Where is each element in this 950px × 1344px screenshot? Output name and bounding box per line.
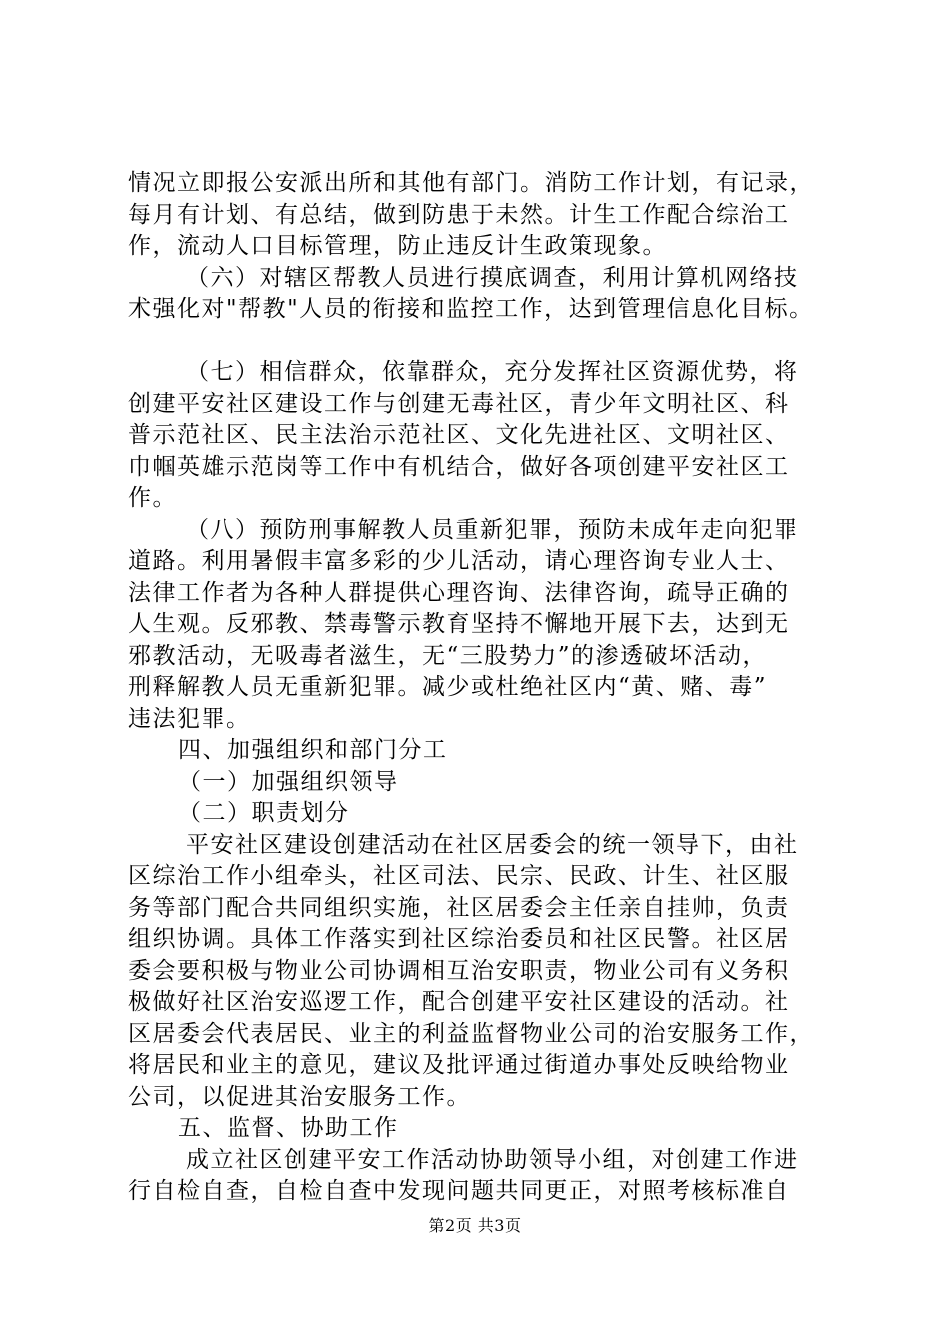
text-line: 每月有计划、有总结，做到防患于未然。计生工作配合综治工	[128, 201, 790, 228]
text-line: 作，流动人口目标管理，防止违反计生政策现象。	[128, 233, 667, 259]
text-line: 术强化对"帮教"人员的衔接和监控工作，达到管理信息化目标。	[128, 296, 814, 322]
text-line: 刑释解教人员无重新犯罪。减少或杜绝社区内“黄、赌、毒”	[128, 674, 768, 700]
text-line: 极做好社区治安巡逻工作，配合创建平安社区建设的活动。社	[128, 989, 790, 1015]
text-line: 公司，以促进其治安服务工作。	[128, 1083, 471, 1110]
section-heading: 五、监督、协助工作	[178, 1115, 399, 1141]
paragraph-start-line: （六）对辖区帮教人员进行摸底调查，利用计算机网络技	[186, 264, 799, 291]
text-line: 违法犯罪。	[128, 705, 251, 732]
blank-line	[128, 326, 840, 358]
text-line: 道路。利用暑假丰富多彩的少儿活动，请心理咨询专业人士、	[128, 548, 790, 574]
text-line: 人生观。反邪教、禁毒警示教育坚持不懈地开展下去，达到无	[128, 611, 790, 637]
text-line: 法律工作者为各种人群提供心理咨询、法律咨询，疏导正确的	[128, 579, 790, 606]
text-line: 作。	[128, 485, 177, 511]
text-line: 区居委会代表居民、业主的利益监督物业公司的治安服务工作，	[128, 1020, 814, 1047]
page-footer: 第2页 共3页	[428, 1216, 522, 1235]
paragraph-start-line: （七）相信群众，依靠群众，充分发挥社区资源优势，将	[186, 359, 799, 385]
text-line: 组织协调。具体工作落实到社区综治委员和社区民警。社区居	[128, 926, 790, 952]
text-line: 区综治工作小组牵头，社区司法、民宗、民政、计生、社区服	[128, 863, 790, 889]
document-body	[128, 168, 840, 1208]
text-line: 普示范社区、民主法治示范社区、文化先进社区、文明社区、	[128, 422, 790, 448]
text-line: 创建平安社区建设工作与创建无毒社区，青少年文明社区、科	[128, 390, 790, 417]
text-line: 将居民和业主的意见，建议及批评通过街道办事处反映给物业	[128, 1052, 790, 1078]
text-line: 委会要积极与物业公司协调相互治安职责，物业公司有义务积	[128, 957, 790, 984]
subsection-heading: （一）加强组织领导	[178, 768, 399, 795]
paragraph-start-line: （八）预防刑事解教人员重新犯罪，预防未成年走向犯罪	[186, 516, 799, 543]
text-line: 行自检自查，自检自查中发现问题共同更正，对照考核标准自	[128, 1178, 790, 1204]
text-line: 务等部门配合共同组织实施，社区居委会主任亲自挂帅，负责	[128, 894, 790, 921]
paragraph-start-line: 平安社区建设创建活动在社区居委会的统一领导下，由社	[186, 831, 799, 858]
text-line: 邪教活动，无吸毒者滋生，无“三股势力”的渗透破坏活动，	[128, 642, 768, 669]
section-heading: 四、加强组织和部门分工	[178, 737, 448, 763]
text-line: 情况立即报公安派出所和其他有部门。消防工作计划，有记录，	[128, 170, 814, 196]
text-line: 巾帼英雄示范岗等工作中有机结合，做好各项创建平安社区工	[128, 453, 790, 480]
subsection-heading: （二）职责划分	[178, 800, 350, 826]
paragraph-start-line: 成立社区创建平安工作活动协助领导小组，对创建工作进	[186, 1146, 799, 1173]
